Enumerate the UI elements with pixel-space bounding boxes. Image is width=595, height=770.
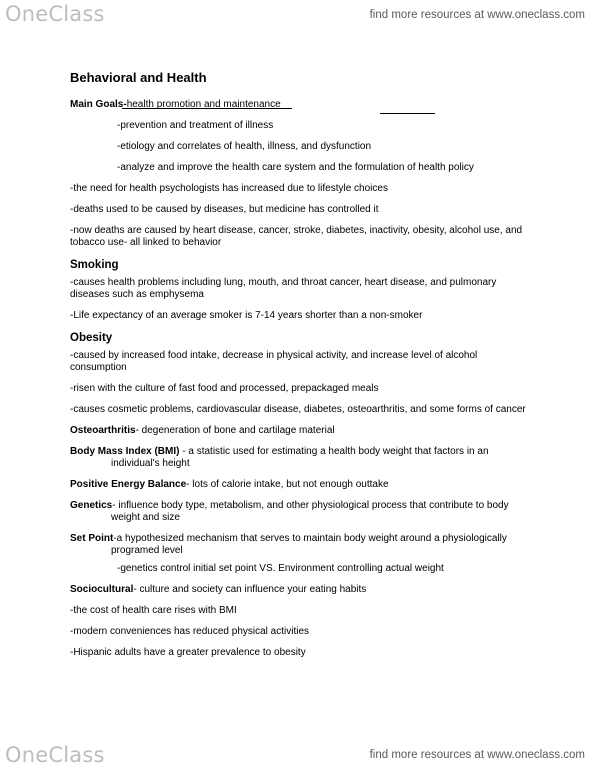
definition: - a statistic used for estimating a health body weight that factors in an individual's height <box>111 446 489 469</box>
note-line: -Hispanic adults have a greater prevalence to obesity <box>70 647 306 658</box>
note-line: -deaths used to be caused by diseases, but medicine has controlled it <box>70 204 379 215</box>
document-title: Behavioral and Health <box>70 70 207 85</box>
definition: - culture and society can influence your eating habits <box>133 584 367 595</box>
main-goals-text: health promotion and maintenance <box>126 99 281 110</box>
definition-osteoarthritis <box>70 425 530 437</box>
note-line: -causes cosmetic problems, cardiovascular disease, diabetes, osteoarthritis, and some forms of cancer <box>70 404 526 415</box>
term: Set Point <box>70 533 114 544</box>
definition-positive-energy-balance <box>70 479 530 491</box>
term: Genetics <box>70 500 113 511</box>
oneclass-logo: OneClass <box>5 743 105 767</box>
term: Osteoarthritis <box>70 425 136 436</box>
note-line: -genetics control initial set point VS. Environment controlling actual weight <box>117 563 444 574</box>
note-line: -modern conveniences has reduced physical activities <box>70 626 310 637</box>
goal-item: -etiology and correlates of health, illness, and dysfunction <box>117 141 372 152</box>
note-line: -Life expectancy of an average smoker is 7-14 years shorter than a non-smoker <box>70 310 423 321</box>
note-line: -now deaths are caused by heart disease, cancer, stroke, diabetes, inactivity, obesity, alcohol use, and tobacco use- all linked to behavior <box>70 225 523 248</box>
oneclass-logo: OneClass <box>5 2 105 26</box>
promo-link[interactable]: find more resources at www.oneclass.com <box>369 9 585 21</box>
main-goals-line <box>70 99 530 111</box>
note-line: -risen with the culture of fast food and processed, prepackaged meals <box>70 383 379 394</box>
definition: - lots of calorie intake, but not enough outtake <box>186 479 389 490</box>
note-line: -the need for health psychologists has increased due to lifestyle choices <box>70 183 388 194</box>
definition-sociocultural <box>70 584 530 596</box>
section-heading-smoking: Smoking <box>70 259 119 271</box>
definition-bmi <box>70 446 530 470</box>
definition: - influence body type, metabolism, and other physiological process that contribute to body weight and size <box>111 500 509 523</box>
document-body <box>70 70 530 668</box>
term: Sociocultural <box>70 584 134 595</box>
term: Positive Energy Balance <box>70 479 187 490</box>
promo-link[interactable]: find more resources at www.oneclass.com <box>369 749 585 761</box>
definition: - degeneration of bone and cartilage material <box>135 425 335 436</box>
goal-item: -prevention and treatment of illness <box>117 120 274 131</box>
main-goals-term: Main Goals- <box>70 99 127 110</box>
term: Body Mass Index (BMI) <box>70 446 180 457</box>
section-heading-obesity: Obesity <box>70 332 113 344</box>
note-line: -causes health problems including lung, mouth, and throat cancer, heart disease, and pulmonary diseases such as emphysema <box>70 277 497 300</box>
note-line: -caused by increased food intake, decrease in physical activity, and increase level of alcohol consumption <box>70 350 478 373</box>
goal-item: -analyze and improve the health care system and the formulation of health policy <box>117 162 474 173</box>
definition: -a hypothesized mechanism that serves to maintain body weight around a physiologically programed level <box>111 533 507 556</box>
note-line: -the cost of health care rises with BMI <box>70 605 237 616</box>
definition-genetics <box>70 500 530 524</box>
definition-set-point <box>70 533 530 557</box>
